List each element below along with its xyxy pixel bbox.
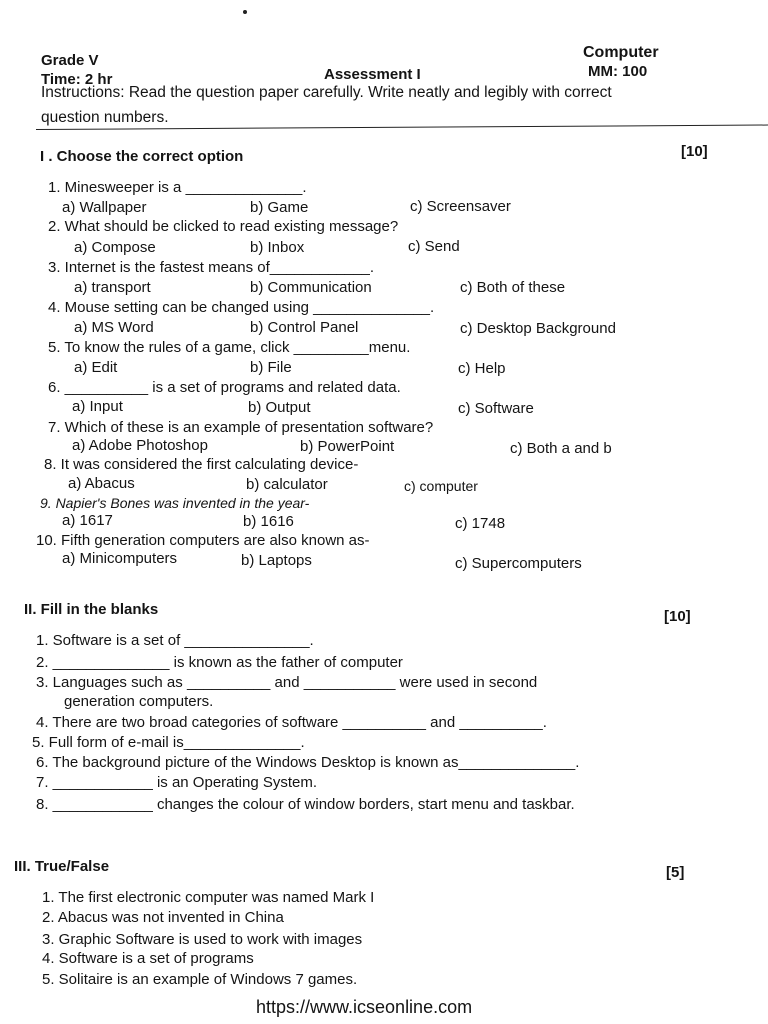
question-8: 8. It was considered the first calculating device-: [44, 456, 359, 473]
time-label: Time: 2 hr: [41, 71, 113, 88]
blank-5: 5. Full form of e-mail is______________.: [32, 734, 305, 751]
option-9a: a) 1617: [62, 512, 113, 529]
question-4: 4. Mouse setting can be changed using ______________.: [48, 299, 435, 316]
option-4c: c) Desktop Background: [460, 320, 616, 337]
option-8b: b) calculator: [246, 476, 328, 493]
grade-label: Grade V: [41, 52, 99, 69]
option-4a: a) MS Word: [74, 319, 154, 336]
option-3c: c) Both of these: [460, 279, 566, 296]
true-false-4: 4. Software is a set of programs: [42, 950, 254, 967]
section-3-marks: [5]: [666, 864, 685, 881]
stray-dot: [243, 10, 247, 14]
blank-3-line-2: generation computers.: [64, 693, 214, 710]
option-1c: c) Screensaver: [410, 198, 511, 215]
blank-6: 6. The background picture of the Windows Desktop is known as______________.: [36, 754, 580, 771]
blank-8: 8. ____________ changes the colour of window borders, start menu and taskbar.: [36, 796, 575, 813]
option-5a: a) Edit: [74, 359, 118, 376]
page-title: Assessment I: [324, 66, 421, 83]
option-2c: c) Send: [408, 238, 460, 255]
blank-4: 4. There are two broad categories of software __________ and __________.: [36, 714, 547, 731]
section-2-marks: [10]: [664, 608, 691, 625]
section-3-title: III. True/False: [14, 858, 110, 875]
blank-2: 2. ______________ is known as the father of computer: [36, 654, 403, 671]
question-1: 1. Minesweeper is a ______________.: [48, 179, 307, 196]
option-5c: c) Help: [458, 360, 506, 377]
question-10: 10. Fifth generation computers are also known as-: [36, 532, 370, 549]
max-marks-label: MM: 100: [588, 63, 648, 80]
question-9: 9. Napier's Bones was invented in the year-: [40, 495, 310, 511]
option-8c: c) computer: [404, 478, 478, 494]
option-9c: c) 1748: [455, 515, 506, 532]
question-5: 5. To know the rules of a game, click _________menu.: [48, 339, 411, 356]
option-6c: c) Software: [458, 400, 534, 417]
option-6b: b) Output: [248, 399, 311, 416]
question-7: 7. Which of these is an example of presentation software?: [48, 419, 434, 436]
subject-label: Computer: [583, 44, 659, 61]
instructions-line-2: question numbers.: [41, 109, 169, 126]
option-6a: a) Input: [72, 398, 123, 415]
option-10a: a) Minicomputers: [62, 550, 178, 567]
question-6: 6. __________ is a set of programs and related data.: [48, 379, 401, 396]
option-3a: a) transport: [74, 279, 151, 296]
blank-7: 7. ____________ is an Operating System.: [36, 774, 318, 791]
true-false-1: 1. The first electronic computer was named Mark I: [42, 889, 375, 906]
question-3: 3. Internet is the fastest means of____________.: [48, 259, 375, 276]
option-4b: b) Control Panel: [250, 319, 359, 336]
option-3b: b) Communication: [250, 279, 372, 296]
option-7c: c) Both a and b: [510, 440, 612, 457]
section-1-marks: [10]: [681, 143, 708, 160]
option-7a: a) Adobe Photoshop: [72, 437, 208, 454]
option-1b: b) Game: [250, 199, 309, 216]
option-2b: b) Inbox: [250, 239, 305, 256]
option-1a: a) Wallpaper: [62, 199, 147, 216]
footer-url: https://www.icseonline.com: [256, 997, 473, 1017]
option-7b: b) PowerPoint: [300, 438, 395, 455]
option-8a: a) Abacus: [68, 475, 135, 492]
question-2: 2. What should be clicked to read existing message?: [48, 218, 399, 235]
blank-3-line-1: 3. Languages such as __________ and ___________ were used in second: [36, 674, 538, 691]
option-9b: b) 1616: [243, 513, 294, 530]
option-10c: c) Supercomputers: [455, 555, 582, 572]
true-false-5: 5. Solitaire is an example of Windows 7 games.: [42, 971, 358, 988]
true-false-3: 3. Graphic Software is used to work with images: [42, 931, 363, 948]
section-1-title: I . Choose the correct option: [40, 148, 244, 165]
blank-1: 1. Software is a set of _______________.: [36, 632, 314, 649]
option-10b: b) Laptops: [241, 552, 312, 569]
true-false-2: 2. Abacus was not invented in China: [42, 909, 284, 926]
instructions-line-1: Instructions: Read the question paper carefully. Write neatly and legibly with correct: [41, 84, 612, 101]
option-5b: b) File: [250, 359, 292, 376]
option-2a: a) Compose: [74, 239, 156, 256]
section-2-title: II. Fill in the blanks: [24, 601, 159, 618]
